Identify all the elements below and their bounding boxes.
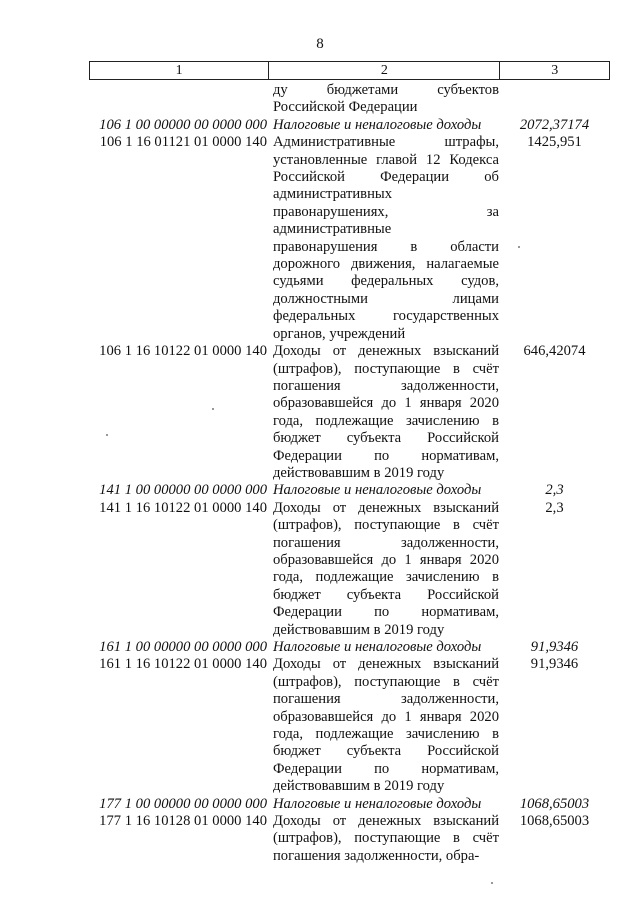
row-name: Налоговые и неналоговые доходы xyxy=(273,795,482,812)
row-code: 141 1 00 00000 00 0000 000 xyxy=(99,482,267,499)
table-row xyxy=(89,343,610,482)
row-sum: 646,42074 xyxy=(523,343,586,360)
column-header-3: 3 xyxy=(551,62,559,78)
row-code: 161 1 16 10122 01 0000 140 xyxy=(99,656,267,673)
row-code xyxy=(89,82,269,117)
table-row xyxy=(89,796,610,813)
row-name: Доходы от денежных взысканий (штрафов), поступающие в счёт погашения задолженности, образовавшейся до 1 января 2020 года, подлежащие зачислению в бюджет субъекта Российской Федерации по нормативам, действовавшим в 2019 году xyxy=(273,499,499,638)
row-code: 161 1 00 00000 00 0000 000 xyxy=(99,639,267,655)
table-row xyxy=(89,813,610,865)
row-sum: 2,3 xyxy=(545,499,564,516)
row-name: Доходы от денежных взысканий (штрафов), поступающие в счёт погашения задолженности, обра- xyxy=(273,813,499,864)
table-row xyxy=(89,639,610,656)
column-header-1: 1 xyxy=(90,62,269,79)
table-row xyxy=(89,656,610,795)
row-sum: 2,3 xyxy=(545,482,564,499)
row-sum: 1425,951 xyxy=(527,134,582,151)
row-code: 177 1 00 00000 00 0000 000 xyxy=(99,795,267,812)
table-row xyxy=(89,82,610,117)
row-code: 106 1 16 10122 01 0000 140 xyxy=(99,343,267,360)
table-row xyxy=(89,117,610,134)
table-header xyxy=(89,61,610,80)
table-row xyxy=(89,482,610,499)
row-name: Налоговые и неналоговые доходы xyxy=(273,482,482,499)
row-name: Налоговые и неналоговые доходы xyxy=(273,116,482,133)
row-sum: 91,9346 xyxy=(530,656,579,673)
scan-speck xyxy=(212,408,214,410)
column-header-2: 2 xyxy=(269,62,500,79)
row-name: Доходы от денежных взысканий (штрафов), поступающие в счёт погашения задолженности, образовавшейся до 1 января 2020 года, подлежащие зачислению в бюджет субъекта Российской Федерации по нормативам, действовавшим в 2019 году xyxy=(273,656,499,795)
row-code: 141 1 16 10122 01 0000 140 xyxy=(99,499,267,516)
scan-speck xyxy=(491,882,493,884)
row-sum: 2072,37174 xyxy=(519,116,590,133)
table-body xyxy=(89,82,610,865)
row-sum: 1068,65003 xyxy=(519,795,590,812)
row-code: 106 1 00 00000 00 0000 000 xyxy=(99,116,267,133)
row-code: 106 1 16 01121 01 0000 140 xyxy=(99,134,267,151)
table-row xyxy=(89,134,610,343)
scan-speck xyxy=(518,246,520,248)
row-sum: 1068,65003 xyxy=(519,813,590,830)
row-name: Доходы от денежных взысканий (штрафов), поступающие в счёт погашения задолженности, образовавшейся до 1 января 2020 года, подлежащие зачислению в бюджет субъекта Российской Федерации по нормативам, действовавшим в 2019 году xyxy=(273,343,499,481)
row-name: Административные штрафы, установленные главой 12 Кодекса Российской Федерации об административных правонарушениях, за административные правонарушения в области дорожного движения, налагаемые судьями федеральных судов, должностными лицами федеральных государственных органов, учреждений xyxy=(273,134,499,342)
row-name: ду бюджетами субъектов Российской Федерации xyxy=(273,82,499,116)
row-name: Налоговые и неналоговые доходы xyxy=(273,639,482,655)
scan-speck xyxy=(106,434,108,436)
row-sum xyxy=(499,82,610,117)
row-sum: 91,9346 xyxy=(530,639,579,655)
table-row xyxy=(89,500,610,639)
row-code: 177 1 16 10128 01 0000 140 xyxy=(99,813,267,830)
page-number: 8 xyxy=(316,36,324,52)
